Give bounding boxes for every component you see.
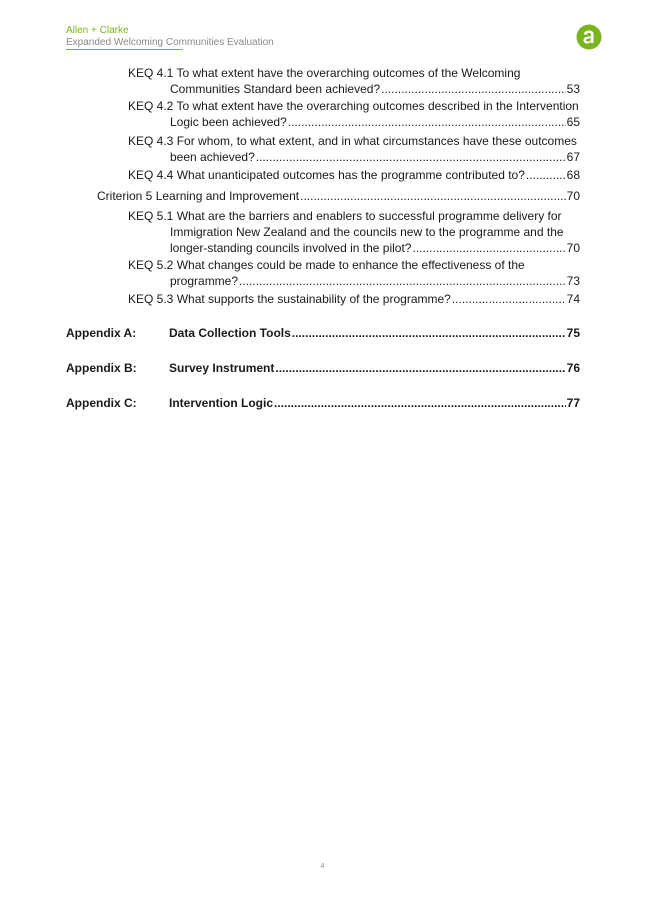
toc-entry-text: Communities Standard been achieved? <box>170 82 381 96</box>
dot-leader <box>526 167 566 183</box>
toc-entry-keq-4-3[interactable] <box>128 133 580 165</box>
org-name: Allen + Clarke <box>66 25 129 36</box>
dot-leader <box>274 395 566 411</box>
toc-page-number: 76 <box>566 361 580 375</box>
dot-leader <box>300 188 566 204</box>
appendix-title: Survey Instrument <box>169 361 275 375</box>
toc-entry-text: longer-standing councils involved in the pilot? <box>170 241 412 255</box>
toc-entry-keq-4-2[interactable] <box>128 98 580 130</box>
toc-page-number: 70 <box>566 189 580 203</box>
toc-entry-keq-5-3[interactable] <box>128 291 580 307</box>
toc-page-number: 73 <box>566 274 580 288</box>
appendix-label: Appendix A: <box>66 326 137 340</box>
dot-leader <box>412 240 565 256</box>
header-rule <box>66 49 183 50</box>
dot-leader <box>288 114 566 130</box>
toc-entry-text: Immigration New Zealand and the councils new to the programme and the <box>170 225 564 239</box>
toc-entry-text: KEQ 4.1 To what extent have the overarching outcomes of the Welcoming <box>128 66 521 80</box>
toc-entry-text: Logic been achieved? <box>170 115 287 129</box>
toc-entry-text: been achieved? <box>170 150 255 164</box>
toc-entry-keq-5-1[interactable] <box>128 208 580 256</box>
allen-clarke-logo-icon <box>576 24 602 50</box>
toc-entry-keq-5-2[interactable] <box>128 257 580 289</box>
page-number: 4 <box>320 863 325 870</box>
dot-leader <box>239 273 566 289</box>
toc-entry-text: KEQ 4.2 To what extent have the overarching outcomes described in the Intervention <box>128 99 579 113</box>
appendix-label: Appendix C: <box>66 396 137 410</box>
toc-page-number: 53 <box>566 82 580 96</box>
toc-page-number: 67 <box>566 150 580 164</box>
toc-page-number: 68 <box>566 168 580 182</box>
toc-page-number: 65 <box>566 115 580 129</box>
appendix-title: Intervention Logic <box>169 396 274 410</box>
dot-leader <box>292 325 566 341</box>
toc-entry-text: KEQ 5.2 What changes could be made to enhance the effectiveness of the <box>128 258 525 272</box>
toc-page-number: 77 <box>566 396 580 410</box>
appendix-label: Appendix B: <box>66 361 137 375</box>
dot-leader <box>452 291 566 307</box>
toc-entry-text: Criterion 5 Learning and Improvement <box>97 189 300 203</box>
toc-entry-keq-4-1[interactable] <box>128 65 580 97</box>
toc-entry-appendix-a[interactable] <box>66 325 580 341</box>
dot-leader <box>275 360 565 376</box>
dot-leader <box>381 81 566 97</box>
page-header <box>66 25 586 49</box>
document-title: Expanded Welcoming Communities Evaluation <box>66 37 274 48</box>
dot-leader <box>256 149 566 165</box>
toc-entry-text: KEQ 5.1 What are the barriers and enablers to successful programme delivery for <box>128 209 562 223</box>
toc-page-number: 74 <box>566 292 580 306</box>
toc-entry-text: programme? <box>170 274 239 288</box>
toc-entry-keq-4-4[interactable] <box>128 167 580 183</box>
toc-entry-text: KEQ 4.4 What unanticipated outcomes has the programme contributed to? <box>128 168 525 182</box>
toc-page-number: 75 <box>566 326 580 340</box>
toc-entry-criterion-5[interactable] <box>97 188 580 204</box>
toc-entry-text: KEQ 5.3 What supports the sustainability of the programme? <box>128 292 451 306</box>
toc-entry-text: KEQ 4.3 For whom, to what extent, and in what circumstances have these outcomes <box>128 134 577 148</box>
toc-entry-appendix-c[interactable] <box>66 395 580 411</box>
toc-page-number: 70 <box>566 241 580 255</box>
toc-entry-appendix-b[interactable] <box>66 360 580 376</box>
appendix-title: Data Collection Tools <box>169 326 291 340</box>
